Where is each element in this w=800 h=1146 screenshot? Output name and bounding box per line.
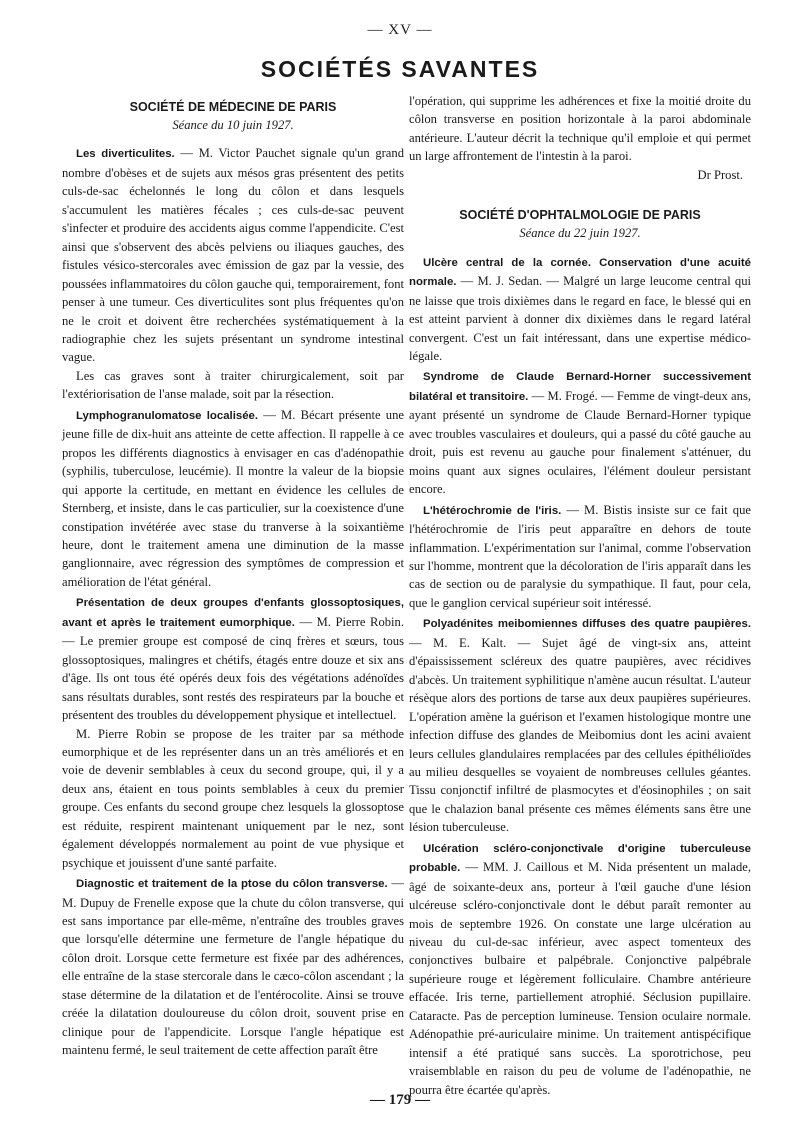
article-continuation: l'opération, qui supprime les adhérences et fixe la moitié droite du côlon transverse en position horizontale à la paroi abdominale antérieure. L'auteur décrit la technique qu'il emploie et qui permet un large affrontement de l'intestin à la paroi. xyxy=(409,94,751,164)
article-body: — M. Victor Pauchet signale qu'un grand nombre d'obèses et de sujets aux mésos gras présentent des petits culs-de-sac échelonnés le long du côlon et dans lesquels s'accumulent les matières fécales ; ces culs-de-sac peuvent s'infecter et produire des accidents aigus comme l'appendicite. C'est ainsi que s'observent des abcès pelviens ou iliaques gauches, des fistules vésico-stercorales avec émission de gaz par la vessie, des poussées inflammatoires du côlon gauche qui, temporairement, font penser à une tumeur. Ces diverticulites sont plus fréquentes qu'on ne le croit et doivent être recherchées systématiquement à la radiographie chez les sujets présentant un syndrome intestinal vague. xyxy=(62,146,404,365)
article-ulcere-cornee xyxy=(409,253,751,366)
article-heading: Présentation de deux groupes d'enfants glossoptosiques, avant et après le traitement eumorphique. xyxy=(62,597,404,629)
article-horner xyxy=(409,367,751,498)
page-header-number: — XV — xyxy=(367,22,433,38)
article-body: — M. Bécart présente une jeune fille de dix-huit ans atteinte de cette affection. Il rappelle à ce propos les différents diagnostics à envisager en cas d'adénopathie (syphilis, tuberculose, leucémie). Il montre la valeur de la biopsie qui apporte la certitude, en mettant en évidence les cellules de Sternberg, et insiste, dans le cas particulier, sur la coexistence d'une constipation invétérée avec stase du tranverse à la soixantième heure, dont le traitement amena une diminution de la masse ganglionnaire, avec régression des symptômes de compression et amélioration de l'état général. xyxy=(62,407,404,589)
society-title: SOCIÉTÉ D'OPHTALMOLOGIE DE PARIS xyxy=(459,208,701,223)
article-body: — M. Frogé. — Femme de vingt-deux ans, ayant présenté un syndrome de Claude Bernard-Horner typique avec troubles vasculaires et douleurs, qui a passé du côté gauche au droit, puis est revenu au gauche pour finalement s'atténuer, du moins quant aux signes oculaires, l'élément douleur persistant encore. xyxy=(409,388,751,497)
article-heading: Lymphogranulomatose localisée. xyxy=(76,409,259,422)
article-heading: Polyadénites meibomiennes diffuses des quatre paupières. xyxy=(423,618,751,631)
article-heading: Syndrome de Claude Bernard-Horner successivement bilatéral et transitoire. xyxy=(409,371,751,403)
article-diverticulites xyxy=(62,144,404,403)
article-heading: Ulcération scléro-conjonctivale d'origine tuberculeuse probable. xyxy=(409,842,751,875)
article-body: — M. J. Sedan. — Malgré un large leucome central qui ne laisse que trois dixièmes dans le regard en face, le blessé qui en est atteint parvient à donner dix dixièmes dans le regard latéral convergent. C'est un fait intéressant, dans une expertise médico-légale. xyxy=(409,274,751,363)
article-polyadenites xyxy=(409,614,751,836)
page-footer-number: — 179 — xyxy=(370,1092,430,1108)
society-title: SOCIÉTÉ DE MÉDECINE DE PARIS xyxy=(129,100,337,114)
article-body: — M. Pierre Robin. — Le premier groupe est composé de cinq frères et sœurs, tous glossoptosiques, malingres et chétifs, étagés entre douze et six ans d'âge. Ils ont tous été opérés deux fois des végétations adénoïdes sans résultats durables, sont restés des respirateurs par la bouche et présentent des troubles du développement physique et intellectuel. xyxy=(62,614,404,723)
article-heading: Les diverticulites. xyxy=(76,148,175,161)
session-date: Séance du 22 juin 1927. xyxy=(519,226,641,241)
article-body: — MM. J. Caillous et M. Nida présentent un malade, âgé de soixante-deux ans, porteur à l'œil gauche d'une lésion ulcéreuse scléro-conjonctivale dont le début paraît remonter au mois de septembre 1926. On constate une large ulcération au niveau du cul-de-sac inférieur, avec aspect tomenteux des conjonctives bulbaire et palpébrale. Conjonctive palpébrale supérieure rouge et légèrement folliculaire. Chambre antérieure effacée. Iris terne, partiellement atrophié. Séclusion pupillaire. Cataracte. Pas de perception lumineuse. Tension oculaire normale. Adénopathie pré-auriculaire minime. Un traitement antispécifique intensif a été pratiqué sans succès. La sporotrichose, peu vraisemblable en raison du peu de volume de l'adénopathie, ne pourra être écartée qu'après. xyxy=(409,860,751,1097)
author-signature: Dr Prost. xyxy=(697,167,743,182)
article-heading: Diagnostic et traitement de la ptose du côlon transverse. xyxy=(76,878,388,891)
article-heterochromie xyxy=(409,501,751,613)
left-column xyxy=(62,92,404,1082)
article-heading: L'hétérochromie de l'iris. xyxy=(423,504,562,517)
right-column xyxy=(409,92,751,1097)
article-body: — M. E. Kalt. — Sujet âgé de vingt-six ans, atteint d'épaississement scléreux des quatre paupières, avec récidives d'abcès. Un traitement syphilitique n'amène aucun résultat. L'auteur résèque alors des portions de tarse aux deux paupières supérieures. L'opération amène la guérison et l'examen histologique montre une infection diffuse des glandes de Meibomius dont les acini avaient leurs cellules glandulaires remplacées par des cellules épithélioïdes au milieu desquelles se voyaient de nombreuses cellules géantes. Tissu conjonctif infiltré de plasmocytes et d'éosinophiles ; on sait que le chalazion banal présente ces mêmes éléments sans être une lésion tuberculeuse. xyxy=(409,635,751,835)
article-lymphogranulomatose xyxy=(62,406,404,592)
article-paragraph: M. Pierre Robin se propose de les traiter par sa méthode eumorphique et de les représenter dans un an très améliorés et en voie de devenir semblables à ceux du second groupe, qui, il y a deux ans, étaient en tous points semblables à ceux du premier groupe. Ces enfants du second groupe chez lesquels la glossoptose est réduite, respirent maintenant uniquement par le nez, sont également développés normalement au point de vue physique et psychique et jouissent d'une santé parfaite. xyxy=(62,726,404,870)
article-ulceration xyxy=(409,839,751,1099)
page-title: SOCIÉTÉS SAVANTES xyxy=(260,56,540,82)
session-date: Séance du 10 juin 1927. xyxy=(172,118,294,132)
article-ptose-colon xyxy=(62,874,404,1060)
article-paragraph: Les cas graves sont à traiter chirurgicalement, soit par l'extériorisation de l'anse malade, soit par la résection. xyxy=(62,368,404,402)
article-body: — M. Bistis insiste sur ce fait que l'hétérochromie de l'iris peut apparaître en dehors de toute inflammation. L'expérimentation sur l'animal, comme l'observation sur l'homme, montrent que la décoloration de l'iris apparaît dans les cas de section ou de paralysie du sympathique. Il faut, pour cela, que le ganglion cervical supérieur soit intéressé. xyxy=(409,502,751,610)
article-heading: Ulcère central de la cornée. Conservation d'une acuité normale. xyxy=(409,256,751,289)
article-body: — M. Dupuy de Frenelle expose que la chute du côlon transverse, qui est sans importance par elle-même, n'entraîne des troubles graves que lorsqu'elle détermine une fermeture de l'angle hépatique du côlon droit. Lorsque cette fermeture est fixée par des adhérences, elle entraîne de la stase stercorale dans le cæco-côlon ascendant ; la stase détermine de la dilatation et de l'entérocolite. Ainsi se trouve créée la dilatation douloureuse du côlon droit, souvent prise en clinique pour de l'appendicite. Lorsque l'angle hépatique est maintenu fermé, le seul traitement de cette affection paraît être xyxy=(62,876,404,1058)
article-glossoptose xyxy=(62,593,404,872)
